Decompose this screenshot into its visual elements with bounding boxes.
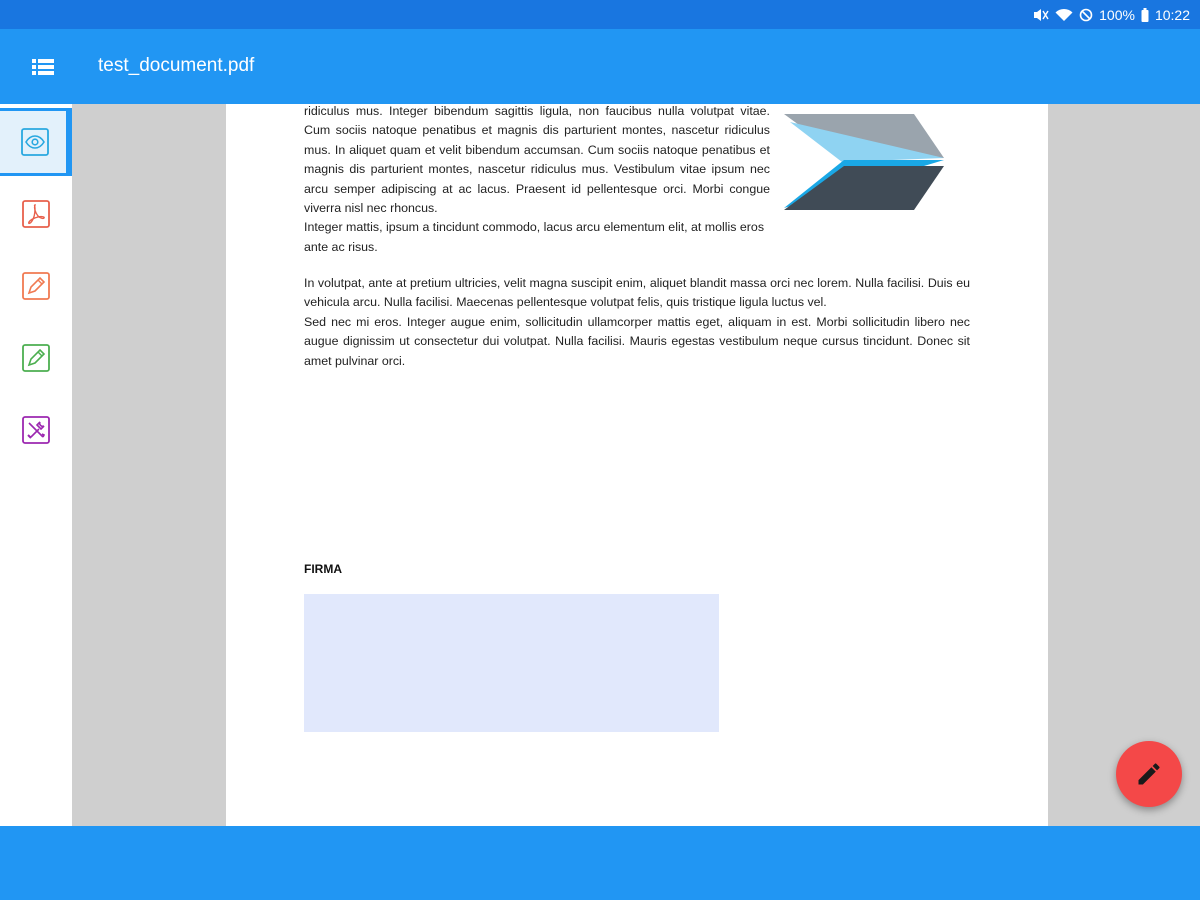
signature-label: FIRMA — [304, 562, 342, 576]
pdf-icon — [21, 199, 51, 229]
company-logo — [784, 108, 949, 212]
rail-item-annotate[interactable] — [0, 252, 72, 320]
rail-item-edit[interactable] — [0, 324, 72, 392]
rail-item-pdf[interactable] — [0, 180, 72, 248]
pencil-icon — [1135, 760, 1163, 788]
rail-item-view[interactable] — [0, 108, 72, 176]
list-menu-icon — [32, 58, 54, 76]
status-icons — [1033, 0, 1190, 29]
paragraph: ridiculus mus. Integer bibendum sagittis ligula, non faucibus nulla volutpat vitae. Cum sociis natoque penatibus et magnis dis parturient montes, nascetur ridiculus mus. In aliquet quam et velit bibendum accumsan. Cum sociis natoque penatibus et magnis dis parturient montes, nascetur ridiculus mus. Vestibulum vitae ipsum nec arcu semper adipiscing at ac lacus. Praesent id pellentesque orci. Morbi congue viverra nisl nec rhoncus. — [304, 104, 770, 216]
full-text-block — [304, 274, 970, 371]
app-bar — [0, 29, 1200, 104]
top-text-block — [304, 104, 770, 257]
paragraph: Sed nec mi eros. Integer augue enim, sollicitudin ullamcorper mattis eget, aliquam in est. Morbi sollicitudin libero nec augue dignissim ut consectetur dui volutpat. Nulla facilisi. Mauris egestas vestibulum neque cursus tincidunt. Donec sit amet pulvinar orci. — [304, 314, 970, 368]
edit-fab-button[interactable] — [1116, 741, 1182, 807]
battery-percent: 100% — [1099, 6, 1135, 23]
document-title: test_document.pdf — [98, 55, 255, 76]
eye-icon — [20, 127, 50, 157]
document-viewport[interactable] — [72, 104, 1200, 826]
side-rail — [0, 104, 72, 826]
tools-icon — [21, 415, 51, 445]
battery-icon — [1141, 8, 1149, 22]
signature-field[interactable] — [304, 594, 719, 732]
menu-button[interactable] — [28, 53, 58, 81]
paragraph: In volutpat, ante at pretium ultricies, velit magna suscipit enim, aliquet blandit massa orci nec lorem. Nulla facilisi. Duis eu vehicula arcu. Nulla facilisi. Maecenas pellentesque volutpat felis, quis tristique ligula luctus vel. — [304, 276, 970, 310]
mute-icon — [1033, 8, 1049, 22]
blocked-icon — [1079, 8, 1093, 22]
clock: 10:22 — [1154, 6, 1190, 23]
paragraph: Integer mattis, ipsum a tincidunt commodo, lacus arcu elementum elit, at mollis eros ante ac risus. — [304, 220, 765, 254]
bottom-bar — [0, 826, 1200, 900]
pencil-square-icon — [21, 271, 51, 301]
rail-item-tools[interactable] — [0, 396, 72, 464]
document-page — [226, 104, 1048, 826]
status-bar — [0, 0, 1200, 29]
pencil-square-icon — [21, 343, 51, 373]
wifi-icon — [1055, 8, 1073, 22]
